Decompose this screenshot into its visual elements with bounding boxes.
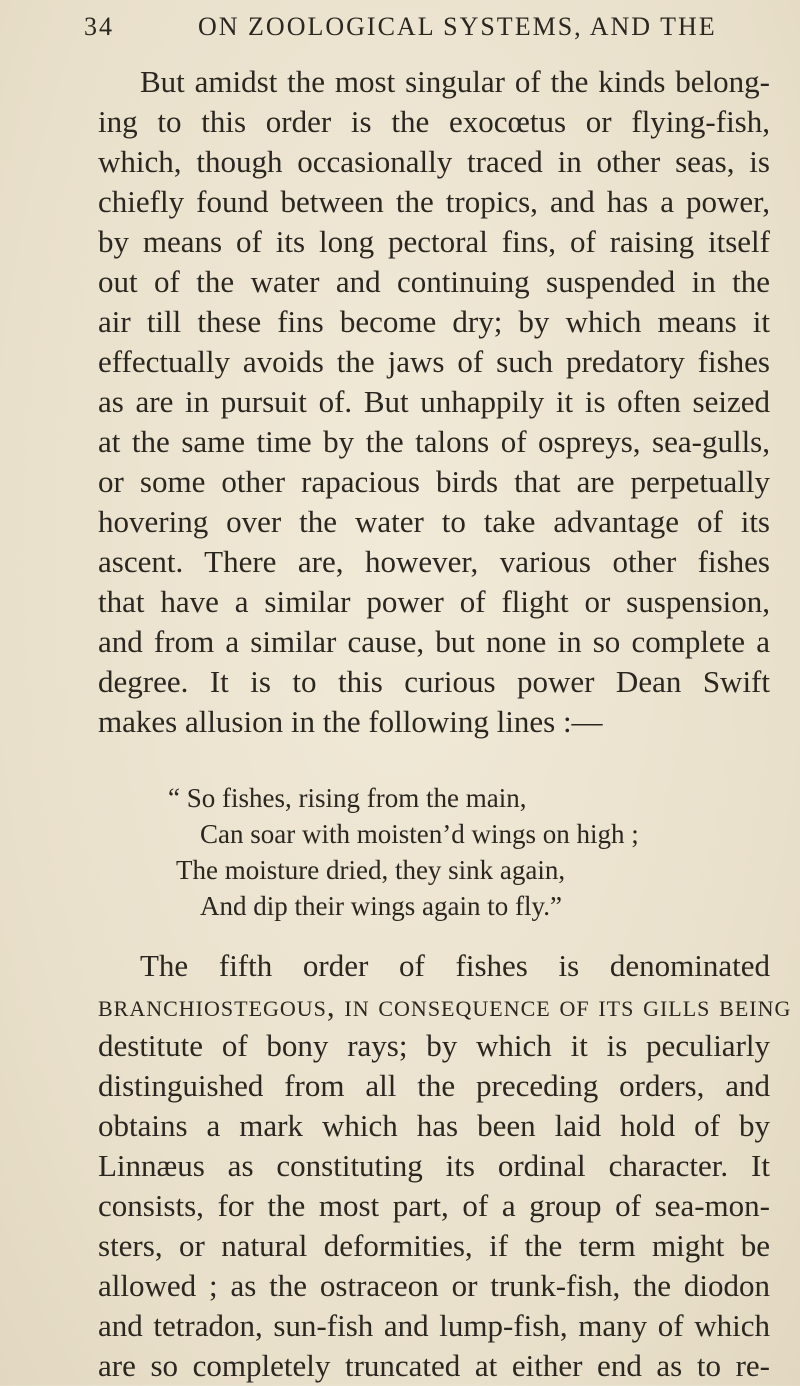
running-head-title: ON ZOOLOGICAL SYSTEMS, AND THE bbox=[198, 12, 717, 41]
text-span: The fifth order of fishes is denominated bbox=[140, 948, 770, 983]
text-line: at the same time by the talons of ospreys, sea-gulls, bbox=[98, 424, 770, 459]
verse-line: The moisture dried, they sink again, bbox=[176, 855, 566, 885]
text-line: But amidst the most singular of the kinds belong- bbox=[140, 64, 770, 99]
page-number: 34 bbox=[84, 12, 114, 41]
text-line: as are in pursuit of. But unhappily it is often seized bbox=[98, 384, 770, 419]
text-line: sters, or natural deformities, if the term might be bbox=[98, 1228, 770, 1263]
text-line: which, though occasionally traced in other seas, is bbox=[98, 144, 770, 179]
text-line: distinguished from all the preceding orders, and bbox=[98, 1068, 770, 1103]
text-line: branchiostegous, in consequence of its gills being bbox=[98, 988, 792, 1023]
text-line: obtains a mark which has been laid hold of by bbox=[98, 1108, 770, 1143]
text-line: or some other rapacious birds that are perpetually bbox=[98, 464, 770, 499]
text-line: hovering over the water to take advantage of its bbox=[98, 504, 770, 539]
text-line: air till these fins become dry; by which means it bbox=[98, 304, 770, 339]
text-line: are so completely truncated at either end as to re- bbox=[98, 1348, 770, 1383]
running-head bbox=[84, 12, 784, 52]
verse-line: “ So fishes, rising from the main, bbox=[168, 783, 527, 813]
text-line: out of the water and continuing suspended in the bbox=[98, 264, 770, 299]
text-line: Linnæus as constituting its ordinal character. It bbox=[98, 1148, 770, 1183]
verse-line: And dip their wings again to fly.” bbox=[200, 891, 562, 921]
text-line: ing to this order is the exocœtus or flying-fish, bbox=[98, 104, 770, 139]
text-line: by means of its long pectoral fins, of raising itself bbox=[98, 224, 770, 259]
text-line: consists, for the most part, of a group of sea-mon- bbox=[98, 1188, 770, 1223]
text-line: and from a similar cause, but none in so complete a bbox=[98, 624, 770, 659]
text-line: makes allusion in the following lines :— bbox=[98, 704, 603, 739]
text-line: allowed ; as the ostraceon or trunk-fish, the diodon bbox=[98, 1268, 770, 1303]
text-line: ascent. There are, however, various other fishes bbox=[98, 544, 770, 579]
text-line: chiefly found between the tropics, and has a power, bbox=[98, 184, 770, 219]
verse-line: Can soar with moisten’d wings on high ; bbox=[200, 819, 639, 849]
text-line: destitute of bony rays; by which it is peculiarly bbox=[98, 1028, 770, 1063]
text-line bbox=[140, 946, 770, 986]
text-line: effectually avoids the jaws of such predatory fishes bbox=[98, 344, 770, 379]
text-line: and tetradon, sun-fish and lump-fish, many of which bbox=[98, 1308, 770, 1343]
text-line: degree. It is to this curious power Dean Swift bbox=[98, 664, 770, 699]
text-line: that have a similar power of flight or suspension, bbox=[98, 584, 770, 619]
